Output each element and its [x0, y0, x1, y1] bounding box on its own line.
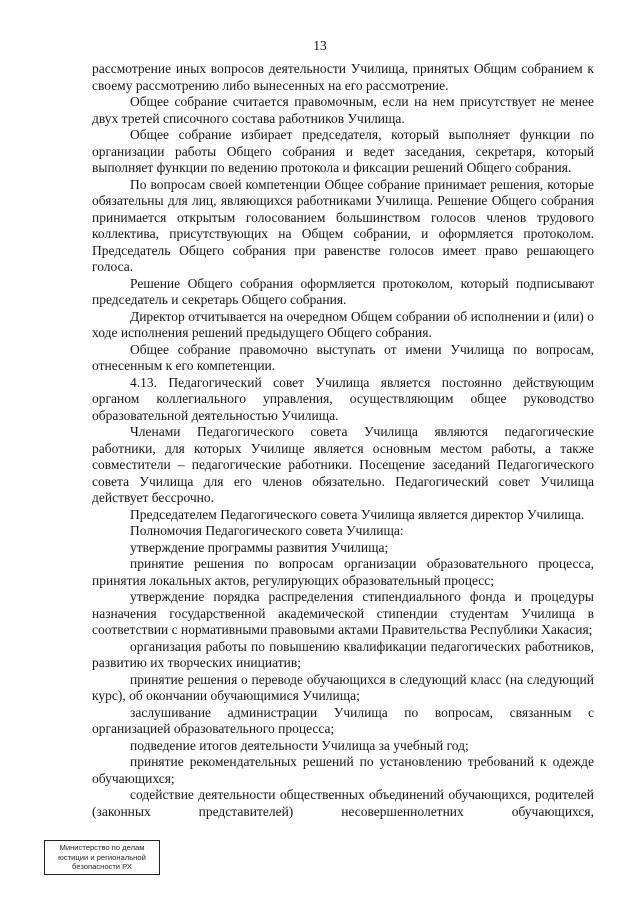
paragraph: Членами Педагогического совета Училища являются педагогические работники, для которых Училище является основным местом работы, а также совместители – педагогические работники. Посещение заседаний Педагогического совета Училища для его членов обязательно. Педагогический совет Училища действует бессрочно.	[92, 424, 594, 505]
paragraph: утверждение порядка распределения стипендиального фонда и процедуры назначения государственной академической стипендии студентам Училища в соответствии с нормативными правовыми актами Правительства Республики Хакасия;	[92, 589, 594, 637]
paragraph: рассмотрение иных вопросов деятельности Училища, принятых Общим собранием к своему рассмотрению либо вынесенных на его рассмотрение.	[92, 61, 594, 93]
paragraph: подведение итогов деятельности Училища за учебный год;	[130, 737, 469, 753]
paragraph: содействие деятельности общественных объединений обучающихся, родителей (законных представителей) несовершеннолетних обучающихся,	[92, 787, 594, 819]
paragraph: заслушивание администрации Училища по вопросам, связанным с организацией образовательного процесса;	[92, 704, 594, 736]
document-body	[92, 61, 594, 820]
paragraph: Председателем Педагогического совета Училища является директор Училища.	[130, 506, 585, 522]
paragraph: принятие решения по вопросам организации образовательного процесса, принятия локальных актов, регулирующих образовательный процесс;	[92, 556, 594, 588]
paragraph: Директор отчитывается на очередном Общем собрании об исполнении и (или) о ходе исполнения решений предыдущего Общего собрания.	[92, 308, 594, 340]
page-number: 13	[313, 38, 327, 53]
paragraph: Общее собрание считается правомочным, если на нем присутствует не менее двух третей списочного состава работников Училища.	[92, 94, 594, 126]
paragraph: организация работы по повышению квалификации педагогических работников, развитию их творческих инициатив;	[92, 638, 594, 670]
paragraph: По вопросам своей компетенции Общее собрание принимает решения, которые обязательны для лиц, являющихся работниками Училища. Решение Общего собрания принимается открытым голосованием большинством голосов членов трудового коллектива, присутствующих на Общем собрании, и оформляется протоколом. Председатель Общего собрания при равенстве голосов имеет право решающего голоса.	[92, 176, 594, 274]
paragraph: Решение Общего собрания оформляется протоколом, который подписывают председатель и секретарь Общего собрания.	[92, 275, 594, 307]
paragraph: Полномочия Педагогического совета Училища:	[130, 523, 404, 538]
paragraph: 4.13. Педагогический совет Училища является постоянно действующим органом коллегиального управления, осуществляющим общее руководство образовательной деятельностью Училища.	[92, 374, 594, 423]
paragraph: утверждение программы развития Училища;	[130, 539, 389, 555]
stamp-line: юстиции и региональной	[58, 852, 146, 862]
stamp-line: Министерство по делам	[59, 843, 145, 852]
paragraph: Общее собрание правомочно выступать от имени Училища по вопросам, отнесенным к его компетенции.	[92, 341, 594, 373]
stamp-line: безопасности РХ	[72, 862, 132, 872]
paragraph: Общее собрание избирает председателя, который выполняет функции по организации работы Общего собрания и ведет заседания, секретаря, который выполняет функции по ведению протокола и фиксации решений Общего собрания.	[92, 127, 594, 175]
paragraph: принятие решения о переводе обучающихся в следующий класс (на следующий курс), об окончании обучающимися Училища;	[92, 671, 594, 703]
paragraph: принятие рекомендательных решений по установлению требований к одежде обучающихся;	[92, 754, 594, 786]
ministry-stamp	[44, 840, 160, 875]
